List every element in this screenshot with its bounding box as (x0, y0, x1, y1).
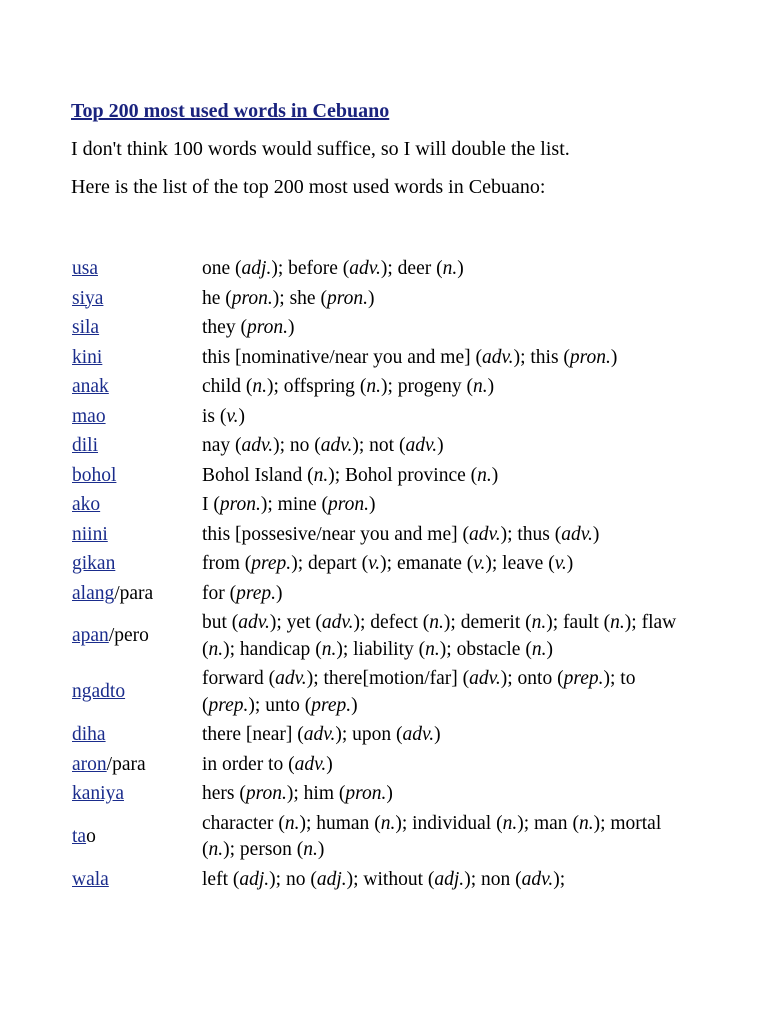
word-link[interactable]: ta (72, 825, 87, 847)
word-cell (70, 549, 200, 579)
part-of-speech: n. (502, 812, 518, 834)
definition-text: ; depart (297, 553, 362, 574)
word-cell (70, 284, 200, 314)
word-row (70, 579, 694, 609)
word-list-table (70, 254, 694, 894)
word-link[interactable]: wala (72, 868, 109, 890)
word-cell (70, 664, 200, 720)
word-variant: o (86, 825, 96, 847)
part-of-speech: prep. (251, 553, 292, 574)
word-cell (70, 372, 200, 402)
definition-text: Bohol Island (202, 464, 308, 486)
definition-text: ; progeny (387, 376, 467, 397)
word-row (70, 284, 694, 314)
definition-cell: character (n.); human (n.); individual (n.); man (n.); mortal (n.); person (n.) (202, 812, 662, 860)
definition-text: ; unto (254, 694, 305, 716)
definition-text: is (202, 405, 220, 427)
word-row (70, 402, 694, 432)
word-variant: /para (106, 753, 146, 775)
definition-cell: this [nominative/near you and me] (adv.); this (pron.) (202, 346, 618, 368)
definition-text: ; yet (276, 612, 316, 633)
definition-text: one (202, 258, 236, 279)
word-link[interactable]: anak (72, 376, 109, 397)
part-of-speech: prep. (311, 694, 352, 716)
word-link[interactable]: siya (72, 287, 104, 309)
word-link[interactable]: ngadto (72, 681, 126, 703)
definition-cell: I (pron.); mine (pron.) (202, 494, 376, 515)
word-cell (70, 809, 200, 865)
part-of-speech: n. (425, 638, 440, 660)
part-of-speech: v. (226, 405, 239, 427)
part-of-speech: adv. (294, 753, 327, 775)
definition-text: I (202, 494, 214, 515)
part-of-speech: adv. (405, 435, 438, 456)
part-of-speech: pron. (245, 783, 287, 804)
definition-text: ; no (279, 435, 315, 456)
word-list-body (70, 254, 694, 894)
word-row (70, 520, 694, 550)
word-row (70, 779, 694, 809)
definition-text: ; onto (507, 668, 558, 689)
word-link[interactable]: niini (72, 523, 108, 545)
part-of-speech: n. (442, 258, 458, 279)
definition-text: ; non (470, 868, 516, 890)
intro-paragraph-2: Here is the list of the top 200 most used words in Cebuano: (71, 176, 546, 198)
definition-text: from (202, 553, 245, 574)
definition-cell: but (adv.); yet (adv.); defect (n.); demerit (n.); fault (n.); flaw (n.); handicap (n.); liability (n.); obstacle (n.) (202, 612, 677, 660)
word-row (70, 343, 694, 373)
part-of-speech: n. (473, 376, 488, 397)
word-row (70, 664, 694, 720)
definition-text: in order to (202, 753, 289, 775)
word-cell (70, 779, 200, 809)
part-of-speech: prep. (236, 582, 277, 604)
word-row (70, 461, 694, 491)
definition-text: ; mine (267, 494, 322, 515)
part-of-speech: prep. (563, 668, 604, 689)
word-cell (70, 402, 200, 432)
part-of-speech: adv. (238, 612, 270, 633)
part-of-speech: n. (477, 464, 492, 486)
definition-text: ; defect (359, 612, 423, 633)
definition-cell: there [near] (adv.); upon (adv.) (202, 724, 441, 745)
part-of-speech: pron. (219, 494, 261, 515)
word-link[interactable]: bohol (72, 464, 117, 486)
part-of-speech: v. (554, 553, 567, 574)
word-variant: /para (114, 582, 154, 604)
definition-cell: hers (pron.); him (pron.) (202, 783, 393, 804)
part-of-speech: adj. (239, 868, 270, 890)
part-of-speech: n. (208, 839, 224, 860)
word-row (70, 254, 694, 284)
word-row (70, 720, 694, 750)
part-of-speech: n. (303, 839, 318, 860)
definition-cell: nay (adv.); no (adv.); not (adv.) (202, 435, 444, 456)
word-link[interactable]: sila (72, 317, 100, 338)
definition-text: ; fault (552, 612, 604, 633)
part-of-speech: prep. (208, 694, 249, 716)
part-of-speech: n. (366, 376, 381, 397)
definition-text: ; to (609, 668, 636, 689)
definition-text: this [nominative/near you and me] (202, 346, 476, 368)
part-of-speech: n. (578, 812, 594, 834)
definition-text: ; leave (491, 553, 549, 574)
word-cell (70, 461, 200, 491)
part-of-speech: adv. (468, 523, 501, 545)
definition-text: they (202, 317, 241, 338)
word-cell (70, 865, 200, 895)
word-link[interactable]: diha (72, 724, 106, 745)
part-of-speech: n. (531, 612, 547, 633)
definition-text: nay (202, 435, 236, 456)
definition-text: ; person (229, 839, 297, 860)
definition-text: character (202, 812, 279, 834)
part-of-speech: n. (313, 464, 329, 486)
definition-cell: left (adj.); no (adj.); without (adj.); non (adv.); (202, 868, 566, 890)
word-cell (70, 720, 200, 750)
definition-cell: forward (adv.); there[motion/far] (adv.); onto (prep.); to (prep.); unto (prep.) (202, 668, 636, 716)
definition-text: ; deer (387, 258, 437, 279)
definition-text: hers (202, 783, 240, 804)
definition-text: ; without (353, 868, 428, 890)
definition-text: ; emanate (386, 553, 467, 574)
word-cell (70, 490, 200, 520)
definition-text: ; handicap (229, 638, 316, 660)
word-link[interactable]: ako (72, 494, 101, 515)
definition-text: ; Bohol province (334, 464, 471, 486)
part-of-speech: adv. (561, 523, 593, 545)
word-link[interactable]: dili (72, 435, 99, 456)
definition-text: ; obstacle (446, 638, 526, 660)
word-row (70, 490, 694, 520)
part-of-speech: n. (284, 812, 300, 834)
part-of-speech: adv. (303, 724, 336, 745)
part-of-speech: pron. (569, 346, 611, 368)
word-row (70, 750, 694, 780)
word-link[interactable]: alang (72, 582, 115, 604)
word-cell (70, 750, 200, 780)
word-cell (70, 520, 200, 550)
definition-cell: child (n.); offspring (n.); progeny (n.) (202, 376, 495, 397)
part-of-speech: v. (368, 553, 381, 574)
part-of-speech: n. (610, 612, 625, 633)
part-of-speech: pron. (328, 494, 370, 515)
word-cell (70, 343, 200, 373)
word-row (70, 865, 694, 895)
part-of-speech: adj. (241, 258, 272, 279)
definition-cell: he (pron.); she (pron.) (202, 287, 375, 309)
part-of-speech: adj. (434, 868, 465, 890)
part-of-speech: adv. (469, 668, 501, 689)
part-of-speech: n. (252, 376, 267, 397)
intro-paragraph-1: I don't think 100 words would suffice, so I will double the list. (71, 138, 570, 160)
definition-cell: in order to (adv.) (202, 753, 333, 775)
definition-text: ; (559, 868, 566, 890)
word-cell (70, 254, 200, 284)
word-row (70, 549, 694, 579)
definition-text: ; him (293, 783, 339, 804)
definition-text: ; thus (507, 523, 555, 545)
word-link[interactable]: mao (72, 405, 106, 427)
part-of-speech: n. (380, 812, 396, 834)
word-cell (70, 579, 200, 609)
definition-text: ; demerit (450, 612, 526, 633)
part-of-speech: pron. (246, 317, 288, 338)
definition-text: ; flaw (631, 612, 677, 633)
definition-text: ; she (279, 287, 321, 309)
definition-text: ; no (275, 868, 311, 890)
definition-text: ; individual (401, 812, 497, 834)
word-row (70, 431, 694, 461)
definition-text: this [possesive/near you and me] (202, 523, 463, 545)
definition-cell: is (v.) (202, 405, 245, 427)
definition-text: forward (202, 668, 269, 689)
word-row (70, 608, 694, 664)
word-cell (70, 431, 200, 461)
definition-text: for (202, 582, 230, 604)
word-link[interactable]: apan (72, 625, 109, 647)
definition-cell: Bohol Island (n.); Bohol province (n.) (202, 464, 499, 486)
word-link[interactable]: gikan (72, 553, 116, 574)
definition-text: child (202, 376, 246, 397)
definition-text: ; man (523, 812, 573, 834)
part-of-speech: adv. (402, 724, 435, 745)
part-of-speech: adv. (521, 868, 554, 890)
definition-text: ; human (305, 812, 375, 834)
definition-text: ; this (520, 346, 564, 368)
definition-text: ; mortal (600, 812, 662, 834)
definition-text: ; there[motion/far] (313, 668, 463, 689)
part-of-speech: pron. (326, 287, 368, 309)
definition-text: ; not (358, 435, 399, 456)
part-of-speech: adv. (321, 612, 354, 633)
part-of-speech: n. (321, 638, 337, 660)
part-of-speech: adv. (241, 435, 274, 456)
word-variant: /pero (108, 625, 149, 647)
definition-text: ; offspring (273, 376, 360, 397)
word-cell (70, 608, 200, 664)
part-of-speech: pron. (231, 287, 273, 309)
definition-cell: they (pron.) (202, 317, 295, 338)
definition-text: left (202, 868, 233, 890)
definition-cell: for (prep.) (202, 582, 283, 604)
part-of-speech: n. (208, 638, 224, 660)
definition-cell: one (adj.); before (adv.); deer (n.) (202, 258, 464, 279)
word-link[interactable]: kini (72, 346, 103, 368)
word-row (70, 809, 694, 865)
definition-text: ; liability (342, 638, 419, 660)
definition-cell: from (prep.); depart (v.); emanate (v.); leave (v.) (202, 553, 574, 574)
part-of-speech: adv. (481, 346, 514, 368)
definition-text: ; upon (341, 724, 397, 745)
part-of-speech: adv. (320, 435, 353, 456)
part-of-speech: adj. (316, 868, 347, 890)
word-row (70, 313, 694, 343)
page-title[interactable]: Top 200 most used words in Cebuano (71, 100, 390, 122)
part-of-speech: adv. (275, 668, 307, 689)
part-of-speech: adv. (349, 258, 381, 279)
definition-text: he (202, 287, 226, 309)
word-link[interactable]: usa (72, 258, 98, 279)
definition-text: there [near] (202, 724, 298, 745)
definition-cell: this [possesive/near you and me] (adv.); thus (adv.) (202, 523, 600, 545)
part-of-speech: v. (473, 553, 486, 574)
part-of-speech: n. (531, 638, 547, 660)
word-link[interactable]: aron (72, 753, 107, 775)
definition-text: ; before (277, 258, 343, 279)
definition-text: but (202, 612, 232, 633)
part-of-speech: n. (429, 612, 444, 633)
word-link[interactable]: kaniya (72, 783, 124, 804)
word-row (70, 372, 694, 402)
word-cell (70, 313, 200, 343)
part-of-speech: pron. (345, 783, 387, 804)
